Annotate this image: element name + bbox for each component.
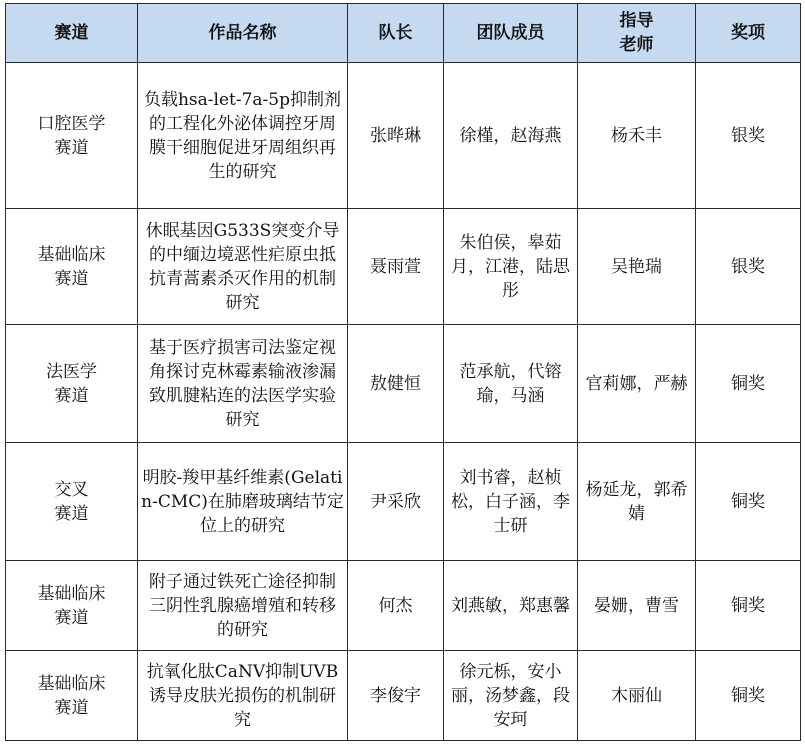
cell-award: 铜奖 [696, 651, 801, 741]
cell-members: 范承航，代镕瑜，马涵 [444, 325, 578, 443]
header-advisor: 指导 老师 [578, 4, 696, 63]
cell-award: 铜奖 [696, 443, 801, 561]
cell-track: 口腔医学 赛道 [6, 63, 138, 209]
cell-advisor: 吴艳瑞 [578, 209, 696, 325]
table-row [6, 651, 801, 741]
cell-advisor: 杨禾丰 [578, 63, 696, 209]
cell-title: 休眠基因G533S突变介导的中缅边境恶性疟原虫抵抗青蒿素杀灭作用的机制研究 [138, 209, 348, 325]
cell-award: 铜奖 [696, 325, 801, 443]
cell-award: 银奖 [696, 209, 801, 325]
cell-award: 铜奖 [696, 561, 801, 651]
cell-members: 刘书睿，赵桢松，白子涵，李士研 [444, 443, 578, 561]
table-row [6, 209, 801, 325]
table-row [6, 443, 801, 561]
table-row [6, 63, 801, 209]
cell-advisor: 木丽仙 [578, 651, 696, 741]
cell-title: 负载hsa-let-7a-5p抑制剂的工程化外泌体调控牙周膜干细胞促进牙周组织再生的研究 [138, 63, 348, 209]
header-row [6, 4, 801, 63]
cell-members: 徐槿，赵海燕 [444, 63, 578, 209]
cell-members: 朱伯侯，皋茹月，江港，陆思彤 [444, 209, 578, 325]
cell-leader: 何杰 [348, 561, 444, 651]
cell-advisor: 晏姗，曹雪 [578, 561, 696, 651]
cell-track: 基础临床 赛道 [6, 561, 138, 651]
cell-title: 附子通过铁死亡途径抑制三阴性乳腺癌增殖和转移的研究 [138, 561, 348, 651]
cell-title: 抗氧化肽CaNV抑制UVB诱导皮肤光损伤的机制研究 [138, 651, 348, 741]
cell-leader: 敖健恒 [348, 325, 444, 443]
awards-table [5, 3, 801, 741]
header-award: 奖项 [696, 4, 801, 63]
cell-title: 明胶-羧甲基纤维素(Gelatin-CMC)在肺磨玻璃结节定位上的研究 [138, 443, 348, 561]
cell-track: 法医学 赛道 [6, 325, 138, 443]
cell-track: 基础临床 赛道 [6, 209, 138, 325]
header-title: 作品名称 [138, 4, 348, 63]
cell-award: 银奖 [696, 63, 801, 209]
table-row [6, 561, 801, 651]
cell-advisor: 杨延龙，郭希婧 [578, 443, 696, 561]
cell-title: 基于医疗损害司法鉴定视角探讨克林霉素输液渗漏致肌腱粘连的法医学实验研究 [138, 325, 348, 443]
cell-leader: 李俊宇 [348, 651, 444, 741]
cell-leader: 张晔琳 [348, 63, 444, 209]
header-members: 团队成员 [444, 4, 578, 63]
cell-leader: 尹采欣 [348, 443, 444, 561]
header-leader: 队长 [348, 4, 444, 63]
cell-track: 基础临床 赛道 [6, 651, 138, 741]
cell-advisor: 官莉娜，严赫 [578, 325, 696, 443]
cell-members: 徐元栎，安小丽，汤梦鑫，段安珂 [444, 651, 578, 741]
table-row [6, 325, 801, 443]
header-track: 赛道 [6, 4, 138, 63]
cell-track: 交叉 赛道 [6, 443, 138, 561]
cell-members: 刘燕敏，郑惠馨 [444, 561, 578, 651]
cell-leader: 聂雨萱 [348, 209, 444, 325]
